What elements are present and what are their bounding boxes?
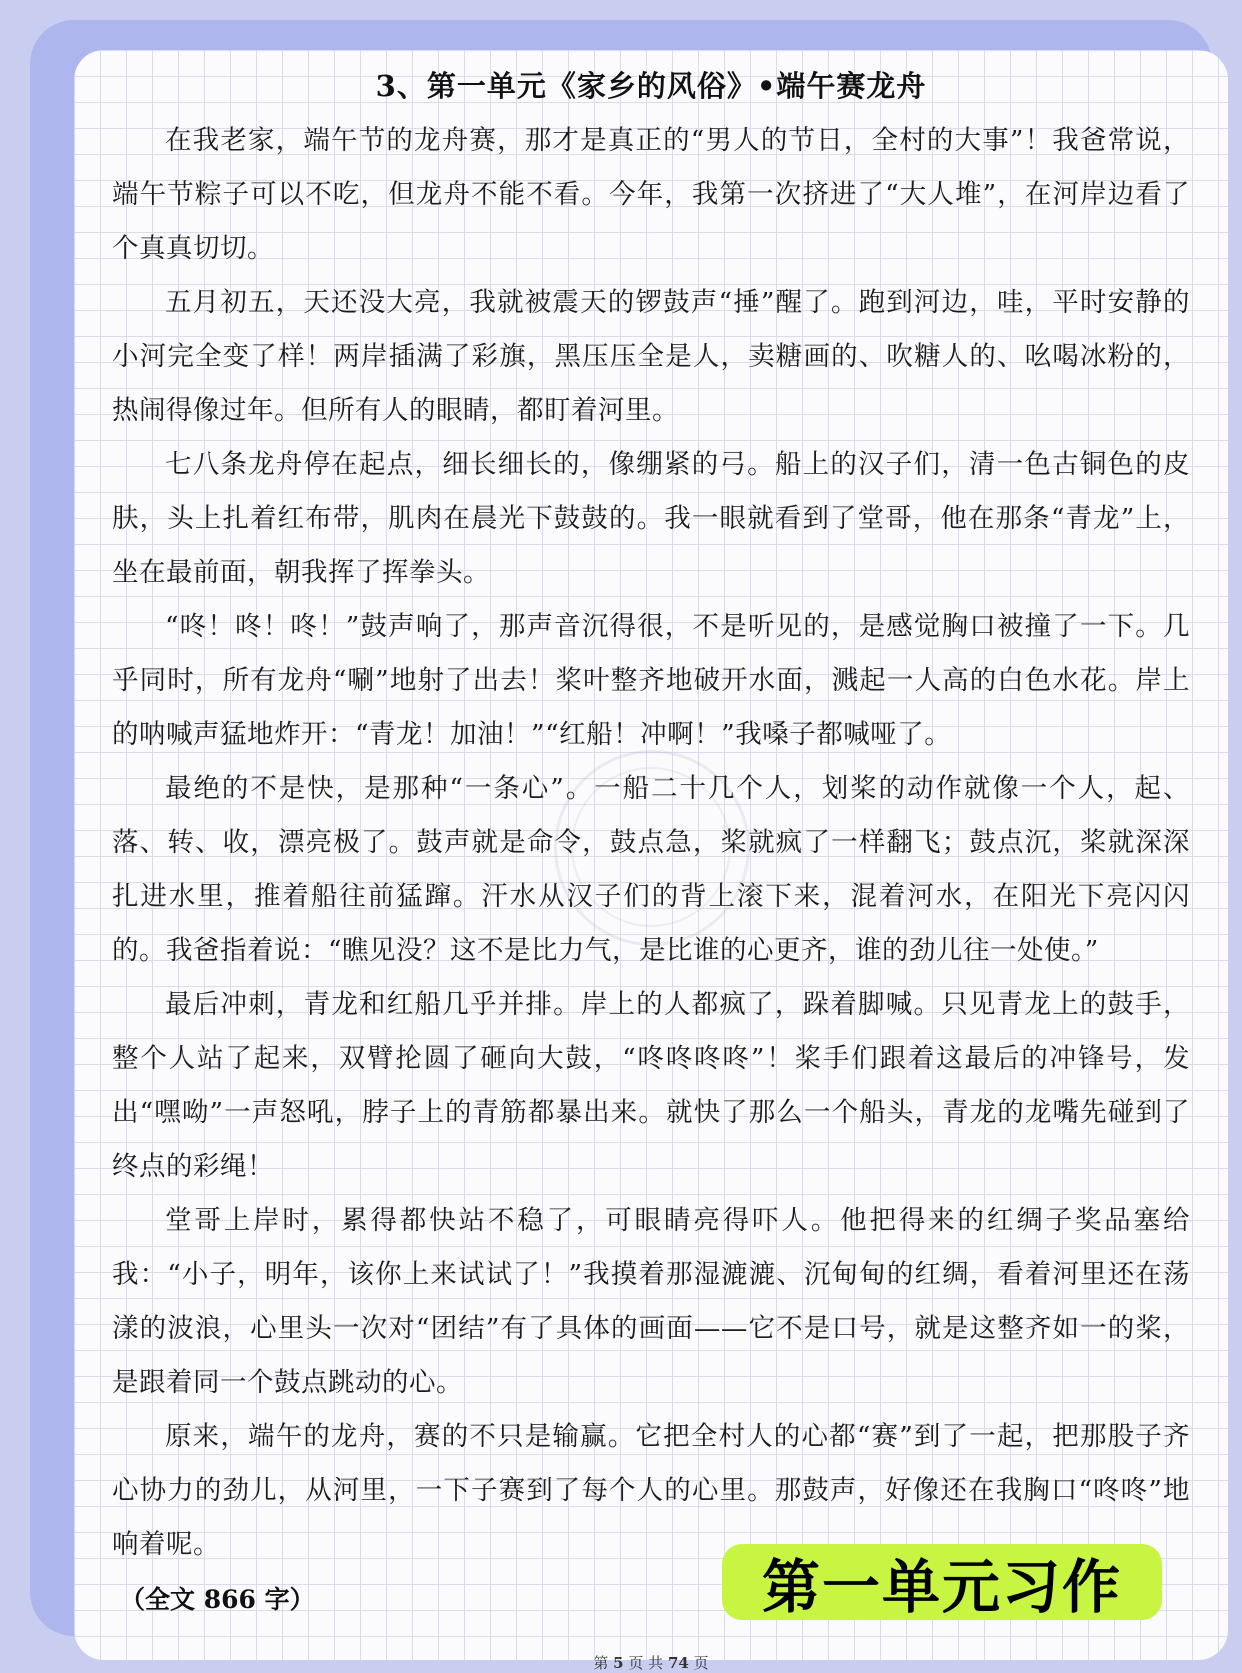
paragraph: 五月初五，天还没大亮，我就被震天的锣鼓声“捶”醒了。跑到河边，哇，平时安静的小河完全变了样！两岸插满了彩旗，黑压压全是人，卖糖画的、吹糖人的、吆喝冰粉的，热闹得像过年。但所有人的眼睛，都盯着河里。 [112, 287, 1190, 426]
footer-middle: 页 共 [628, 1654, 664, 1672]
current-page-number: 5 [613, 1654, 624, 1672]
word-count: （全文 866 字） [120, 1585, 315, 1614]
total-page-count: 74 [667, 1654, 689, 1672]
footer-suffix: 页 [693, 1654, 709, 1672]
essay-body [112, 114, 1190, 1572]
footer-prefix: 第 [593, 1654, 609, 1672]
paragraph: 最后冲刺，青龙和红船几乎并排。岸上的人都疯了，跺着脚喊。只见青龙上的鼓手，整个人站了起来，双臂抡圆了砸向大鼓，“咚咚咚咚”！桨手们跟着这最后的冲锋号，发出“嘿呦”一声怒吼，脖子上的青筋都暴出来。就快了那么一个船头，青龙的龙嘴先碰到了终点的彩绳！ [112, 989, 1190, 1182]
page-footer [74, 1652, 1228, 1673]
document-page [74, 50, 1228, 1672]
paragraph: 最绝的不是快，是那种“一条心”。一船二十几个人，划桨的动作就像一个人，起、落、转、收，漂亮极了。鼓声就是命令，鼓点急，桨就疯了一样翻飞；鼓点沉，桨就深深扎进水里，推着船往前猛蹿。汗水从汉子们的背上滚下来，混着河水，在阳光下亮闪闪的。我爸指着说：“瞧见没？这不是比力气，是比谁的心更齐，谁的劲儿往一处使。” [112, 773, 1190, 966]
unit-badge: 第一单元习作 [722, 1544, 1162, 1620]
page-frame [30, 20, 1212, 1672]
paragraph: 在我老家，端午节的龙舟赛，那才是真正的“男人的节日，全村的大事”！我爸常说，端午节粽子可以不吃，但龙舟不能不看。今年，我第一次挤进了“大人堆”，在河岸边看了个真真切切。 [112, 125, 1190, 264]
paragraph: 七八条龙舟停在起点，细长细长的，像绷紧的弓。船上的汉子们，清一色古铜色的皮肤，头上扎着红布带，肌肉在晨光下鼓鼓的。我一眼就看到了堂哥，他在那条“青龙”上，坐在最前面，朝我挥了挥拳头。 [112, 449, 1190, 588]
paragraph: 堂哥上岸时，累得都快站不稳了，可眼睛亮得吓人。他把得来的红绸子奖品塞给我：“小子，明年，该你上来试试了！”我摸着那湿漉漉、沉甸甸的红绸，看着河里还在荡漾的波浪，心里头一次对“团结”有了具体的画面——它不是口号，就是这整齐如一的桨，是跟着同一个鼓点跳动的心。 [112, 1205, 1190, 1398]
paragraph: 原来，端午的龙舟，赛的不只是输赢。它把全村人的心都“赛”到了一起，把那股子齐心协力的劲儿，从河里，一下子赛到了每个人的心里。那鼓声，好像还在我胸口“咚咚”地响着呢。 [112, 1421, 1190, 1560]
paragraph: “咚！咚！咚！”鼓声响了，那声音沉得很，不是听见的，是感觉胸口被撞了一下。几乎同时，所有龙舟“唰”地射了出去！桨叶整齐地破开水面，溅起一人高的白色水花。岸上的呐喊声猛地炸开：“青龙！加油！”“红船！冲啊！”我嗓子都喊哑了。 [112, 611, 1190, 750]
document-title: 3、第一单元《家乡的风俗》•端午赛龙舟 [375, 69, 927, 103]
